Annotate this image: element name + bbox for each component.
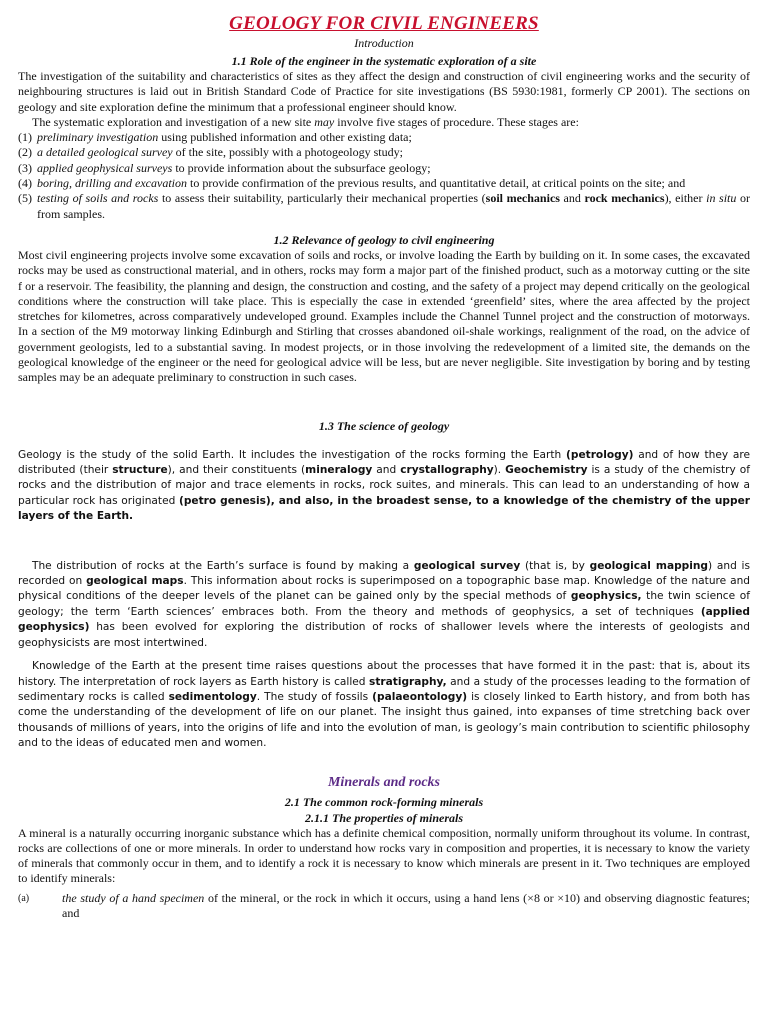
- list-item: (2) a detailed geological survey of the site, possibly with a photogeology study;: [18, 145, 403, 160]
- paragraph-relevance: Most civil engineering projects involve some excavation of soils and rocks, or involve loading the Earth by building on it. In some cases, the excavated rocks may be used as constructional material, and in others, rocks may form a major part of the finished product, such as a motorway cutting or the site f or a reservoir. The feasibility, the planning and design, the construction and costing, and the safety of a project may depend critically on the geological conditions where the construction will take place. This is especially the case in extended ‘greenfield’ sites, where the area affected by the project stretches for kilometres, across comparatively undeveloped ground. Examples include the Channel Tunnel project and the construction of motorways. In a section of the M9 motorway linking Edinburgh and Stirling that crosses abandoned oil-shale workings, realignment of the road, on the advice of government geologists, led to a substantial saving. In modest projects, or in those involving the redevelopment of a limited site, the demands on the geological knowledge of the engineer or the need for geological advice will be less, but are never negligible. Site investigation by boring and by testing samples may be an adequate preliminary to construction in such cases.: [18, 247, 750, 385]
- chapter-heading-minerals: Minerals and rocks: [327, 774, 441, 790]
- paragraph-distribution: The distribution of rocks at the Earth’s surface is found by making a geological survey (that is, by geological mapping) and is recorded on geological maps. This information about rocks is superimposed on a topographic base map. Knowledge of the nature and physical conditions of the deeper levels of the planet can be gained only by the special methods of geophysics, the twin science of geology; the term ‘Earth sciences’ embraces both. From the theory and methods of geophysics, a set of techniques (applied geophysics) has been evolved for exploring the distribution of rocks of shallower levels where the interests of geologists and geophysicists are most intertwined.: [18, 559, 751, 649]
- list-item: (1) preliminary investigation using published information and other existing data;: [18, 130, 412, 145]
- section-heading-1-3: 1.3 The science of geology: [318, 418, 450, 433]
- paragraph-geology-definition: Geology is the study of the solid Earth. It includes the investigation of the rocks forming the Earth (petrology) and of how they are distributed (their structure), and their constituents (mineralogy and crystallography). Geochemistry is a study of the chemistry of rocks and the distribution of major and trace elements in rocks, rock suites, and minerals. This can lead to an understanding of how a particular rock has originated (petro genesis), and also, in the broadest sense, to a knowledge of the chemistry of the upper layers of the Earth.: [18, 448, 750, 523]
- section-heading-2-1-1: 2.1.1 The properties of minerals: [305, 810, 463, 825]
- document-title: GEOLOGY FOR CIVIL ENGINEERS: [229, 13, 539, 34]
- stages-list: [18, 130, 750, 222]
- paragraph-mineral-definition: A mineral is a naturally occurring inorganic substance which has a definite chemical composition, normally uniform throughout its volume. In contrast, rocks are collections of one or more minerals. In order to understand how rocks vary in composition and properties, it is necessary to know the variety of minerals that commonly occur in them, and to identify a rock it is necessary to know which minerals are present in it. Two techniques are employed to identify minerals:: [18, 825, 750, 886]
- paragraph-stages-intro: The systematic exploration and investigation of a new site may involve five stages of procedure. These stages are:: [32, 114, 579, 129]
- introduction-label: Introduction: [354, 36, 414, 50]
- list-item: (3) applied geophysical surveys to provide information about the subsurface geology;: [18, 160, 431, 175]
- section-heading-1-1: 1.1 Role of the engineer in the systematic exploration of a site: [231, 54, 537, 68]
- list-item-hand-specimen: (a) the study of a hand specimen of the mineral, or the rock in which it occurs, using a hand lens (×8 or ×10) and observing diagnostic features; and: [18, 890, 750, 921]
- list-item: (4) boring, drilling and excavation to provide confirmation of the previous results, and quantitative detail, at critical points on the site; and: [18, 176, 686, 191]
- section-heading-2-1: 2.1 The common rock-forming minerals: [284, 794, 484, 809]
- paragraph-site-investigation: The investigation of the suitability and characteristics of sites as they affect the design and construction of civil engineering works and the security of neighbouring structures is laid out in British Standard Code of Practice for site investigations (BS 5930:1981, formerly CP 2001). The sections on geology and site exploration define the minimum that a professional engineer should know.: [18, 69, 750, 114]
- list-item: (5) testing of soils and rocks to assess their suitability, particularly their mechanical properties (soil mechanics and rock mechanics), either in situ or from samples.: [18, 191, 751, 221]
- paragraph-earth-history: Knowledge of the Earth at the present time raises questions about the processes that have formed it in the past: that is, about its history. The interpretation of rock layers as Earth history is called stratigraphy, and a study of the processes leading to the formation of sedimentary rocks is called sedimentology. The study of fossils (palaeontology) is closely linked to Earth history, and from both has come the understanding of the development of life on our planet. The insight thus gained, into expanses of time stretching back over thousands of millions of years, into the origins of life and into the evolution of man, is geology’s main contribution to scientific philosophy and to the ideas of educated men and women.: [18, 660, 750, 750]
- document-page: [0, 12, 768, 1036]
- section-heading-1-2: 1.2 Relevance of geology to civil engineering: [273, 232, 495, 247]
